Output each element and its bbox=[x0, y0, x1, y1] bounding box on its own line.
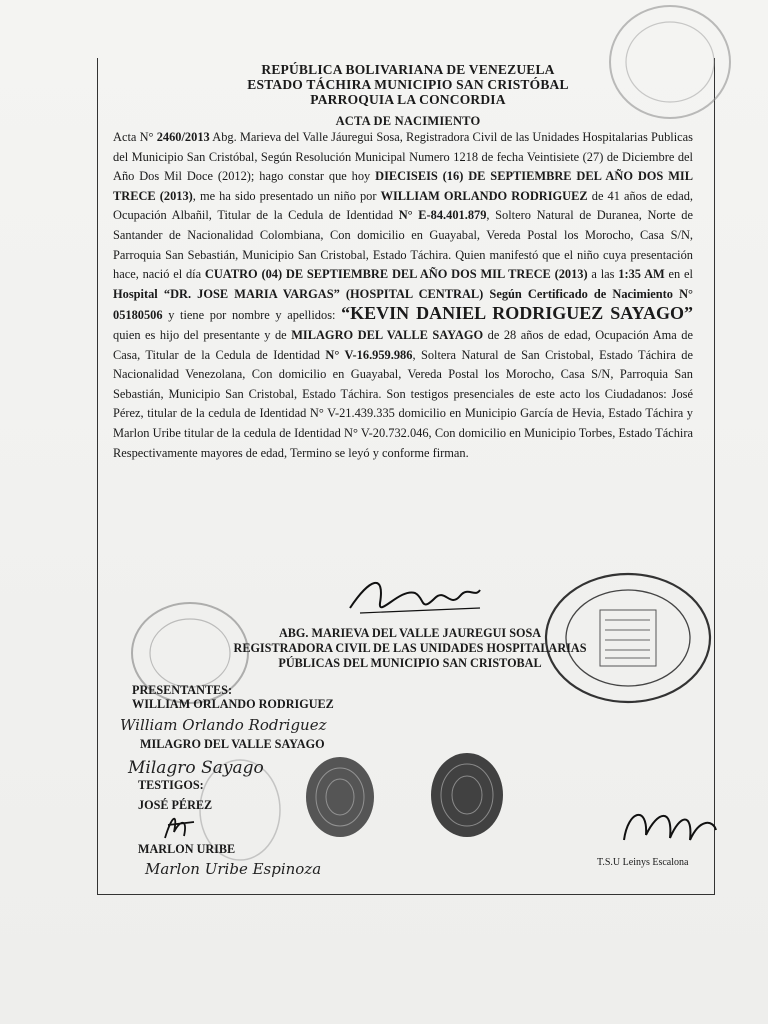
mother-printed-name: MILAGRO DEL VALLE SAYAGO bbox=[140, 737, 325, 751]
header-line-1: REPÚBLICA BOLIVARIANA DE VENEZUELA bbox=[261, 62, 555, 77]
mother-name: MILAGRO DEL VALLE SAYAGO bbox=[291, 327, 484, 342]
father-id: N° E-84.401.879 bbox=[398, 208, 487, 223]
text-segment: de 28 años de edad, Ocupación Ama de Casa, Titular de la Cedula de Identidad bbox=[113, 327, 693, 362]
text-segment: a las bbox=[587, 267, 619, 282]
registrar-name: ABG. MARIEVA DEL VALLE JAUREGUI SOSA bbox=[278, 626, 542, 640]
mother-id: N° V-16.959.986 bbox=[325, 347, 413, 362]
hospital-info: Hospital “DR. JOSE MARIA VARGAS” (HOSPITAL CENTRAL) Según Certificado de Nacimiento N° 05180506 bbox=[113, 286, 693, 323]
birth-time: 1:35 AM bbox=[618, 267, 665, 282]
header-line-3: PARROQUIA LA CONCORDIA bbox=[310, 92, 506, 107]
text-segment: , Soltero Natural de Duranea, Norte de Santander de Nacionalidad Colombiana, Con domicilio en Guayabal, Vereda Postal los Morocho, Casa S/N, Parroquia San Sebastián, Municipio San Cristobal, Estado Táchira. Quien manifestó que el niño cuya presentación hace, nació el día bbox=[113, 208, 693, 282]
presentantes-label: PRESENTANTES: bbox=[132, 683, 233, 697]
testigos-label: TESTIGOS: bbox=[138, 778, 204, 792]
text-segment: Abg. Marieva del Valle Jáuregui Sosa, Registradora Civil de las Unidades Hospitalarias Publicas del Municipio San Cristóbal, Según Resolución Municipal Numero 1218 de fecha Veintisiete (27) de Diciembre del Año Dos Mil Doce (2012); hago constar que hoy bbox=[113, 130, 693, 184]
registrar-title: REGISTRADORA CIVIL DE LAS UNIDADES HOSPITALARIAS bbox=[233, 641, 587, 655]
text-segment: quien es hijo del presentante y de bbox=[113, 327, 292, 342]
text-segment: de 41 años de edad, Ocupación Albañil, Titular de la Cedula de Identidad bbox=[113, 188, 694, 223]
act-date: DIECISEIS (16) DE SEPTIEMBRE DEL AÑO DOS MIL TRECE (2013) bbox=[113, 169, 693, 203]
witness-2-name: MARLON URIBE bbox=[138, 842, 236, 856]
clerk-name: T.S.U Leinys Escalona bbox=[597, 857, 689, 868]
text-segment: , me ha sido presentado un niño por bbox=[192, 188, 381, 203]
clerk-signature bbox=[618, 800, 723, 855]
birth-date: CUATRO (04) DE SEPTIEMBRE DEL AÑO DOS MIL TRECE (2013) bbox=[204, 267, 588, 282]
registrar-municipality: PÚBLICAS DEL MUNICIPIO SAN CRISTOBAL bbox=[278, 656, 542, 670]
body-paragraph bbox=[113, 128, 693, 463]
father-printed-name: WILLIAM ORLANDO RODRIGUEZ bbox=[132, 697, 334, 711]
acta-number: 2460/2013 bbox=[156, 130, 210, 144]
father-name: WILLIAM ORLANDO RODRIGUEZ bbox=[380, 188, 588, 203]
witness-2-signature: Marlon Uribe Espinoza bbox=[145, 860, 322, 878]
witness-1-signature bbox=[160, 810, 200, 842]
registrar-signature bbox=[340, 568, 490, 628]
father-signature: William Orlando Rodriguez bbox=[120, 716, 327, 734]
text-segment: , Soltera Natural de San Cristobal, Estado Táchira de Nacionalidad Venezolana, Con domicilio en Guayabal, Vereda Postal los Morocho, Casa S/N, Parroquia San Sebastián, Municipio San Cristobal, Estado Táchira. Son testigos presenciales de este acto los Ciudadanos: José Pérez, titular de la cedula de Identidad N° V-21.439.335 domicilio en Municipio García de Hevia, Estado Táchira y Marlon Uribe titular de la cedula de Identidad N° V-20.732.046, Con domicilio en Municipio Torbes, Estado Táchira Respectivamente mayores de edad, Termino se leyó y conforme firman. bbox=[113, 347, 693, 460]
document-title: ACTA DE NACIMIENTO bbox=[335, 114, 481, 128]
witness-1-name: JOSÉ PÉREZ bbox=[138, 798, 213, 812]
fingerprint-left bbox=[300, 752, 380, 842]
child-name: “KEVIN DANIEL RODRIGUEZ SAYAGO” bbox=[341, 303, 694, 324]
text-segment: y tiene por nombre y apellidos: bbox=[162, 308, 342, 323]
header-line-2: ESTADO TÁCHIRA MUNICIPIO SAN CRISTÓBAL bbox=[247, 77, 569, 92]
fingerprint-right bbox=[422, 748, 512, 843]
text-segment: Acta N° bbox=[113, 130, 157, 144]
mother-signature: Milagro Sayago bbox=[128, 758, 264, 778]
text-segment: en el bbox=[664, 267, 693, 282]
